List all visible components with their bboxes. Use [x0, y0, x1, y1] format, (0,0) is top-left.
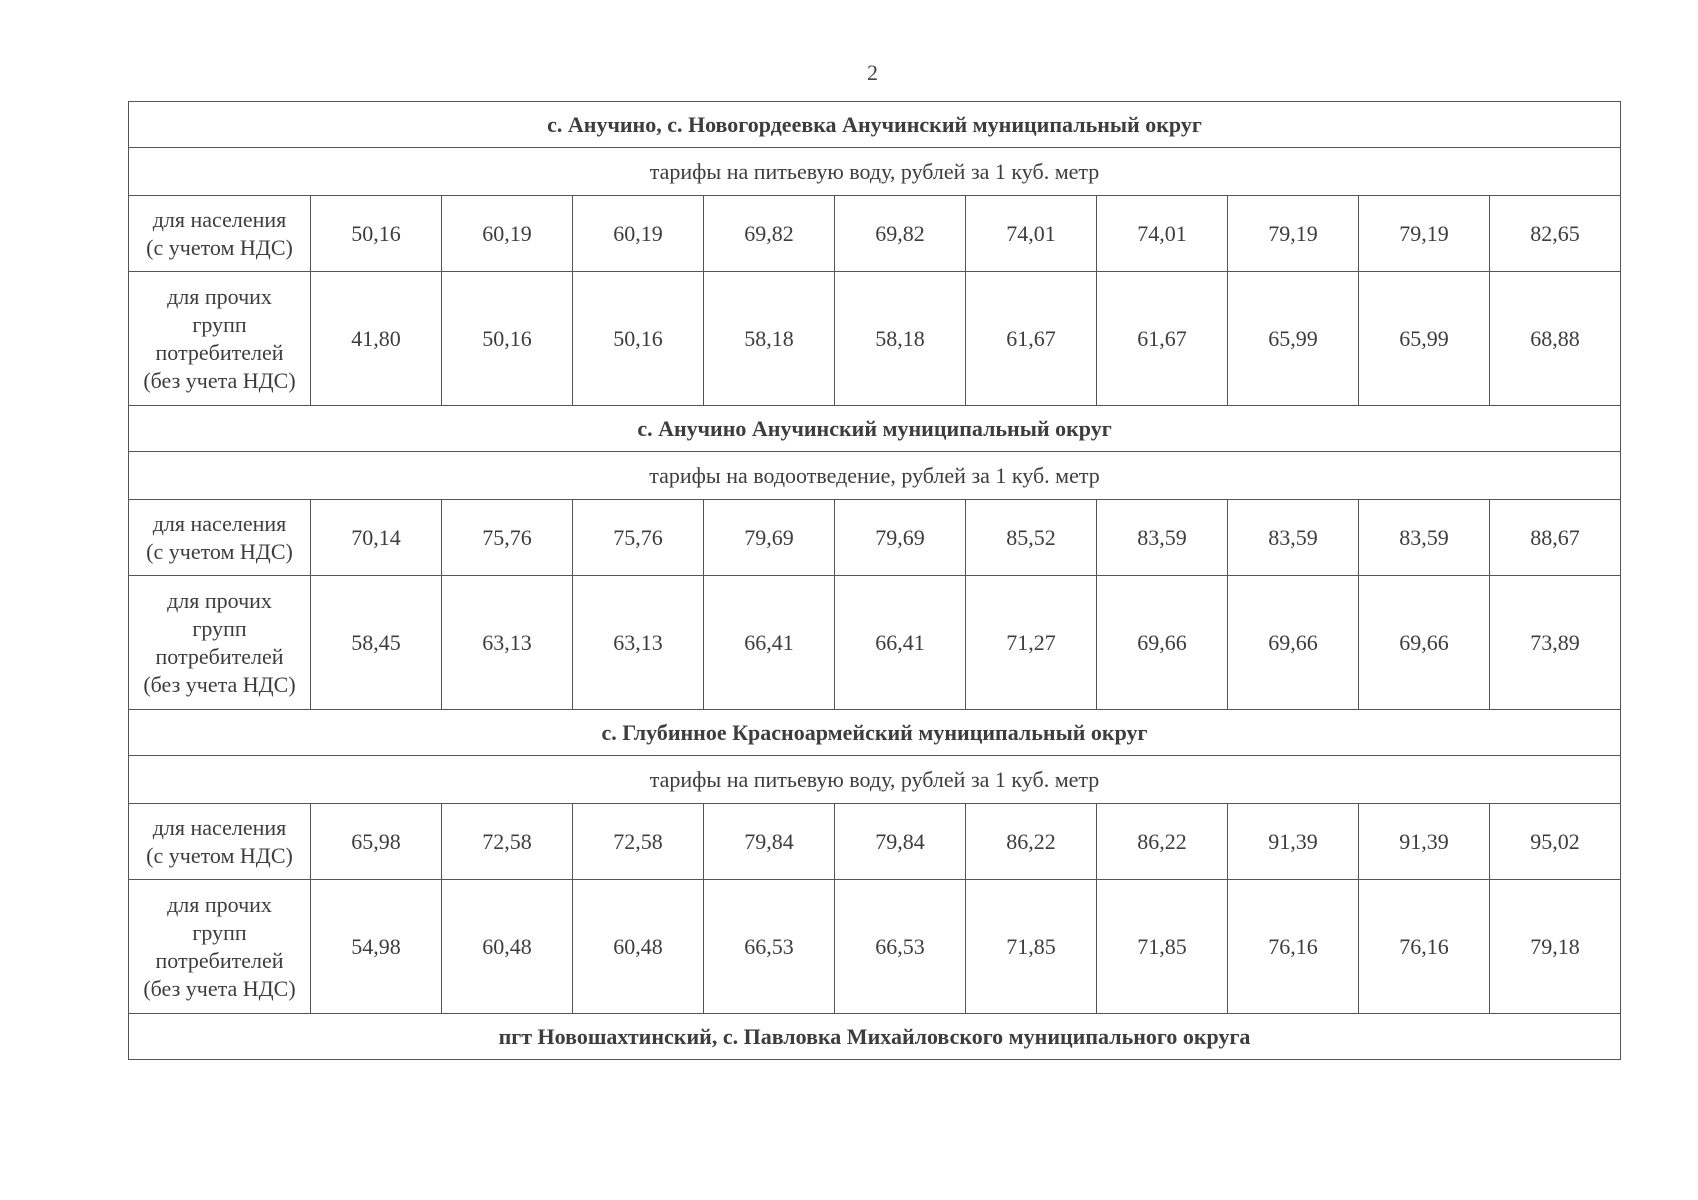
table-row [129, 272, 1621, 406]
tariff-value-cell: 54,98 [311, 880, 442, 1014]
tariff-value-cell: 88,67 [1490, 500, 1621, 576]
region-title: с. Глубинное Красноармейский муниципальный округ [129, 710, 1621, 756]
tariff-value-cell: 71,85 [966, 880, 1097, 1014]
tariff-value-cell: 72,58 [442, 804, 573, 880]
tariff-value-cell: 91,39 [1359, 804, 1490, 880]
consumer-group-label: для населения (с учетом НДС) [129, 804, 311, 880]
tariff-value-cell: 68,88 [1490, 272, 1621, 406]
tariff-value-cell: 91,39 [1228, 804, 1359, 880]
subheader-row [129, 452, 1621, 500]
tariff-value-cell: 79,18 [1490, 880, 1621, 1014]
tariff-value-cell: 60,48 [442, 880, 573, 1014]
tariff-value-cell: 83,59 [1228, 500, 1359, 576]
consumer-group-label: для населения (с учетом НДС) [129, 500, 311, 576]
tariff-value-cell: 69,66 [1359, 576, 1490, 710]
tariff-value-cell: 79,69 [704, 500, 835, 576]
tariff-value-cell: 82,65 [1490, 196, 1621, 272]
table-row [129, 196, 1621, 272]
tariff-value-cell: 69,82 [835, 196, 966, 272]
region-row [129, 102, 1621, 148]
page-number: 2 [867, 60, 878, 85]
tariff-value-cell: 60,19 [442, 196, 573, 272]
tariff-value-cell: 71,85 [1097, 880, 1228, 1014]
table-row [129, 576, 1621, 710]
tariff-value-cell: 66,53 [835, 880, 966, 1014]
tariff-value-cell: 76,16 [1359, 880, 1490, 1014]
tariff-value-cell: 83,59 [1359, 500, 1490, 576]
tariff-value-cell: 66,53 [704, 880, 835, 1014]
tariff-value-cell: 66,41 [835, 576, 966, 710]
tariff-value-cell: 85,52 [966, 500, 1097, 576]
tariff-value-cell: 58,45 [311, 576, 442, 710]
tariff-value-cell: 70,14 [311, 500, 442, 576]
tariff-value-cell: 41,80 [311, 272, 442, 406]
tariff-value-cell: 50,16 [311, 196, 442, 272]
tariff-value-cell: 63,13 [573, 576, 704, 710]
tariff-value-cell: 65,99 [1359, 272, 1490, 406]
tariff-table-body [129, 102, 1621, 1060]
tariff-value-cell: 83,59 [1097, 500, 1228, 576]
tariff-value-cell: 74,01 [966, 196, 1097, 272]
tariff-value-cell: 50,16 [573, 272, 704, 406]
tariff-value-cell: 61,67 [966, 272, 1097, 406]
tariff-value-cell: 63,13 [442, 576, 573, 710]
tariff-subheader: тарифы на питьевую воду, рублей за 1 куб. метр [129, 756, 1621, 804]
tariff-value-cell: 65,98 [311, 804, 442, 880]
tariff-table [128, 101, 1621, 1060]
tariff-value-cell: 79,19 [1228, 196, 1359, 272]
tariff-value-cell: 79,69 [835, 500, 966, 576]
table-row [129, 500, 1621, 576]
consumer-group-label: для населения (с учетом НДС) [129, 196, 311, 272]
tariff-value-cell: 76,16 [1228, 880, 1359, 1014]
tariff-value-cell: 71,27 [966, 576, 1097, 710]
consumer-group-label: для прочих групп потребителей (без учета НДС) [129, 272, 311, 406]
tariff-value-cell: 86,22 [966, 804, 1097, 880]
tariff-value-cell: 50,16 [442, 272, 573, 406]
tariff-value-cell: 69,82 [704, 196, 835, 272]
region-title: с. Анучино, с. Новогордеевка Анучинский муниципальный округ [129, 102, 1621, 148]
table-row [129, 804, 1621, 880]
tariff-value-cell: 58,18 [704, 272, 835, 406]
region-title: с. Анучино Анучинский муниципальный округ [129, 406, 1621, 452]
tariff-subheader: тарифы на водоотведение, рублей за 1 куб. метр [129, 452, 1621, 500]
table-row [129, 880, 1621, 1014]
tariff-value-cell: 72,58 [573, 804, 704, 880]
tariff-value-cell: 61,67 [1097, 272, 1228, 406]
tariff-value-cell: 60,19 [573, 196, 704, 272]
subheader-row [129, 148, 1621, 196]
subheader-row [129, 756, 1621, 804]
tariff-value-cell: 74,01 [1097, 196, 1228, 272]
region-row [129, 406, 1621, 452]
tariff-value-cell: 73,89 [1490, 576, 1621, 710]
tariff-subheader: тарифы на питьевую воду, рублей за 1 куб. метр [129, 148, 1621, 196]
tariff-value-cell: 95,02 [1490, 804, 1621, 880]
tariff-value-cell: 79,19 [1359, 196, 1490, 272]
tariff-value-cell: 69,66 [1097, 576, 1228, 710]
tariff-value-cell: 69,66 [1228, 576, 1359, 710]
tariff-value-cell: 65,99 [1228, 272, 1359, 406]
tariff-value-cell: 60,48 [573, 880, 704, 1014]
region-row [129, 710, 1621, 756]
tariff-value-cell: 58,18 [835, 272, 966, 406]
tariff-value-cell: 79,84 [704, 804, 835, 880]
tariff-value-cell: 75,76 [573, 500, 704, 576]
tariff-value-cell: 66,41 [704, 576, 835, 710]
consumer-group-label: для прочих групп потребителей (без учета НДС) [129, 880, 311, 1014]
region-title: пгт Новошахтинский, с. Павловка Михайловского муниципального округа [129, 1014, 1621, 1060]
tariff-value-cell: 75,76 [442, 500, 573, 576]
tariff-value-cell: 79,84 [835, 804, 966, 880]
region-row [129, 1014, 1621, 1060]
consumer-group-label: для прочих групп потребителей (без учета НДС) [129, 576, 311, 710]
tariff-value-cell: 86,22 [1097, 804, 1228, 880]
